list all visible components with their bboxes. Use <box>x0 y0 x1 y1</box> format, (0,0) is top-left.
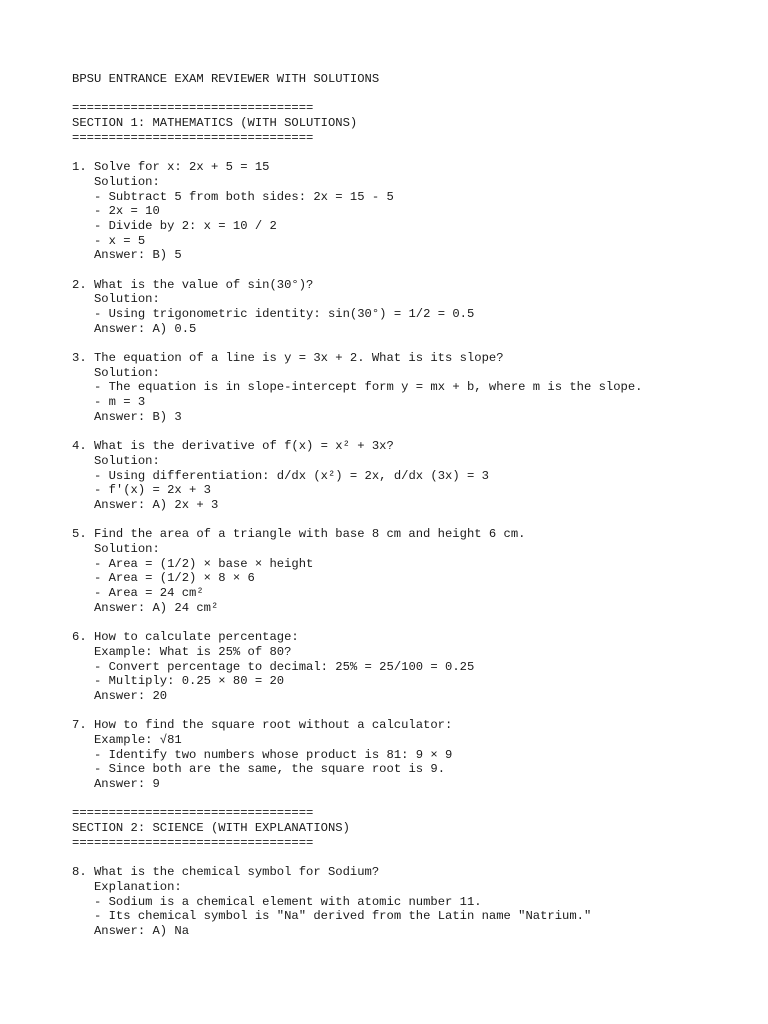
explanation-line: Explanation: <box>93 879 182 894</box>
question-text: 7. How to find the square root without a calculator: <box>72 718 453 733</box>
solution-line: - Divide by 2: x = 10 / 2 <box>93 218 277 233</box>
solution-line: - Using trigonometric identity: sin(30°) = 1/2 = 0.5 <box>93 307 475 321</box>
document-title: BPSU ENTRANCE EXAM REVIEWER WITH SOLUTIONS <box>72 72 380 86</box>
question-item <box>72 439 752 512</box>
solution-line: - Since both are the same, the square root is 9. <box>93 762 446 777</box>
section-separator: ================================= <box>72 130 314 145</box>
answer-line: Answer: 20 <box>93 688 168 703</box>
question-item <box>72 865 752 938</box>
question-text: 6. How to calculate percentage: <box>72 630 299 645</box>
answer-line: Answer: 9 <box>93 777 160 791</box>
solution-line: - Area = (1/2) × base × height <box>93 556 314 571</box>
solution-line: - 2x = 10 <box>93 204 160 219</box>
solution-line: Example: √81 <box>93 732 182 747</box>
answer-line: Answer: B) 3 <box>93 409 182 424</box>
question-text: 3. The equation of a line is y = 3x + 2. What is its slope? <box>72 351 504 366</box>
answer-line: Answer: B) 5 <box>93 248 182 263</box>
solution-line: Solution: <box>93 174 160 189</box>
solution-line: - Area = 24 cm² <box>93 586 204 601</box>
solution-line: Solution: <box>93 292 160 307</box>
question-text: 8. What is the chemical symbol for Sodium? <box>72 865 380 880</box>
section-heading: SECTION 1: MATHEMATICS (WITH SOLUTIONS) <box>72 116 358 131</box>
solution-line: - Subtract 5 from both sides: 2x = 15 - 5 <box>93 189 394 204</box>
solution-line: - x = 5 <box>93 233 146 248</box>
section-separator: ================================= <box>72 835 314 850</box>
question-text: 5. Find the area of a triangle with base 8 cm and height 6 cm. <box>72 527 526 542</box>
document-page <box>72 72 752 939</box>
solution-line: - Multiply: 0.25 × 80 = 20 <box>93 674 285 689</box>
question-item <box>72 718 752 791</box>
question-item <box>72 160 752 263</box>
question-text: 2. What is the value of sin(30°)? <box>72 277 314 292</box>
answer-line: Answer: A) 2x + 3 <box>93 497 219 512</box>
section-mathematics <box>72 101 752 806</box>
solution-line: - Using differentiation: d/dx (x²) = 2x, d/dx (3x) = 3 <box>93 468 489 483</box>
solution-line: - m = 3 <box>93 395 146 410</box>
answer-line: Answer: A) 0.5 <box>93 321 197 336</box>
question-text: 4. What is the derivative of f(x) = x² + 3x? <box>72 439 394 454</box>
solution-line: - f'(x) = 2x + 3 <box>93 483 211 498</box>
solution-line: - The equation is in slope-intercept form y = mx + b, where m is the slope. <box>93 380 643 395</box>
question-item <box>72 527 752 615</box>
solution-line: Solution: <box>93 365 160 380</box>
solution-line: - Identify two numbers whose product is 81: 9 × 9 <box>93 747 453 762</box>
solution-line: - Convert percentage to decimal: 25% = 25/100 = 0.25 <box>93 659 475 674</box>
solution-line: - Area = (1/2) × 8 × 6 <box>93 571 255 586</box>
question-item <box>72 630 752 703</box>
explanation-line: - Sodium is a chemical element with atomic number 11. <box>93 894 482 909</box>
explanation-line: - Its chemical symbol is "Na" derived from the Latin name "Natrium." <box>93 909 592 924</box>
section-separator: ================================= <box>72 101 314 116</box>
section-science <box>72 806 752 938</box>
answer-line: Answer: A) 24 cm² <box>93 600 219 615</box>
question-item <box>72 278 752 337</box>
section-heading: SECTION 2: SCIENCE (WITH EXPLANATIONS) <box>72 821 350 836</box>
answer-line: Answer: A) Na <box>93 923 190 938</box>
solution-line: Solution: <box>93 542 160 556</box>
question-item <box>72 351 752 424</box>
section-separator: ================================= <box>72 806 314 821</box>
solution-line: Solution: <box>93 453 160 468</box>
solution-line: Example: What is 25% of 80? <box>93 644 292 659</box>
question-text: 1. Solve for x: 2x + 5 = 15 <box>72 160 270 175</box>
